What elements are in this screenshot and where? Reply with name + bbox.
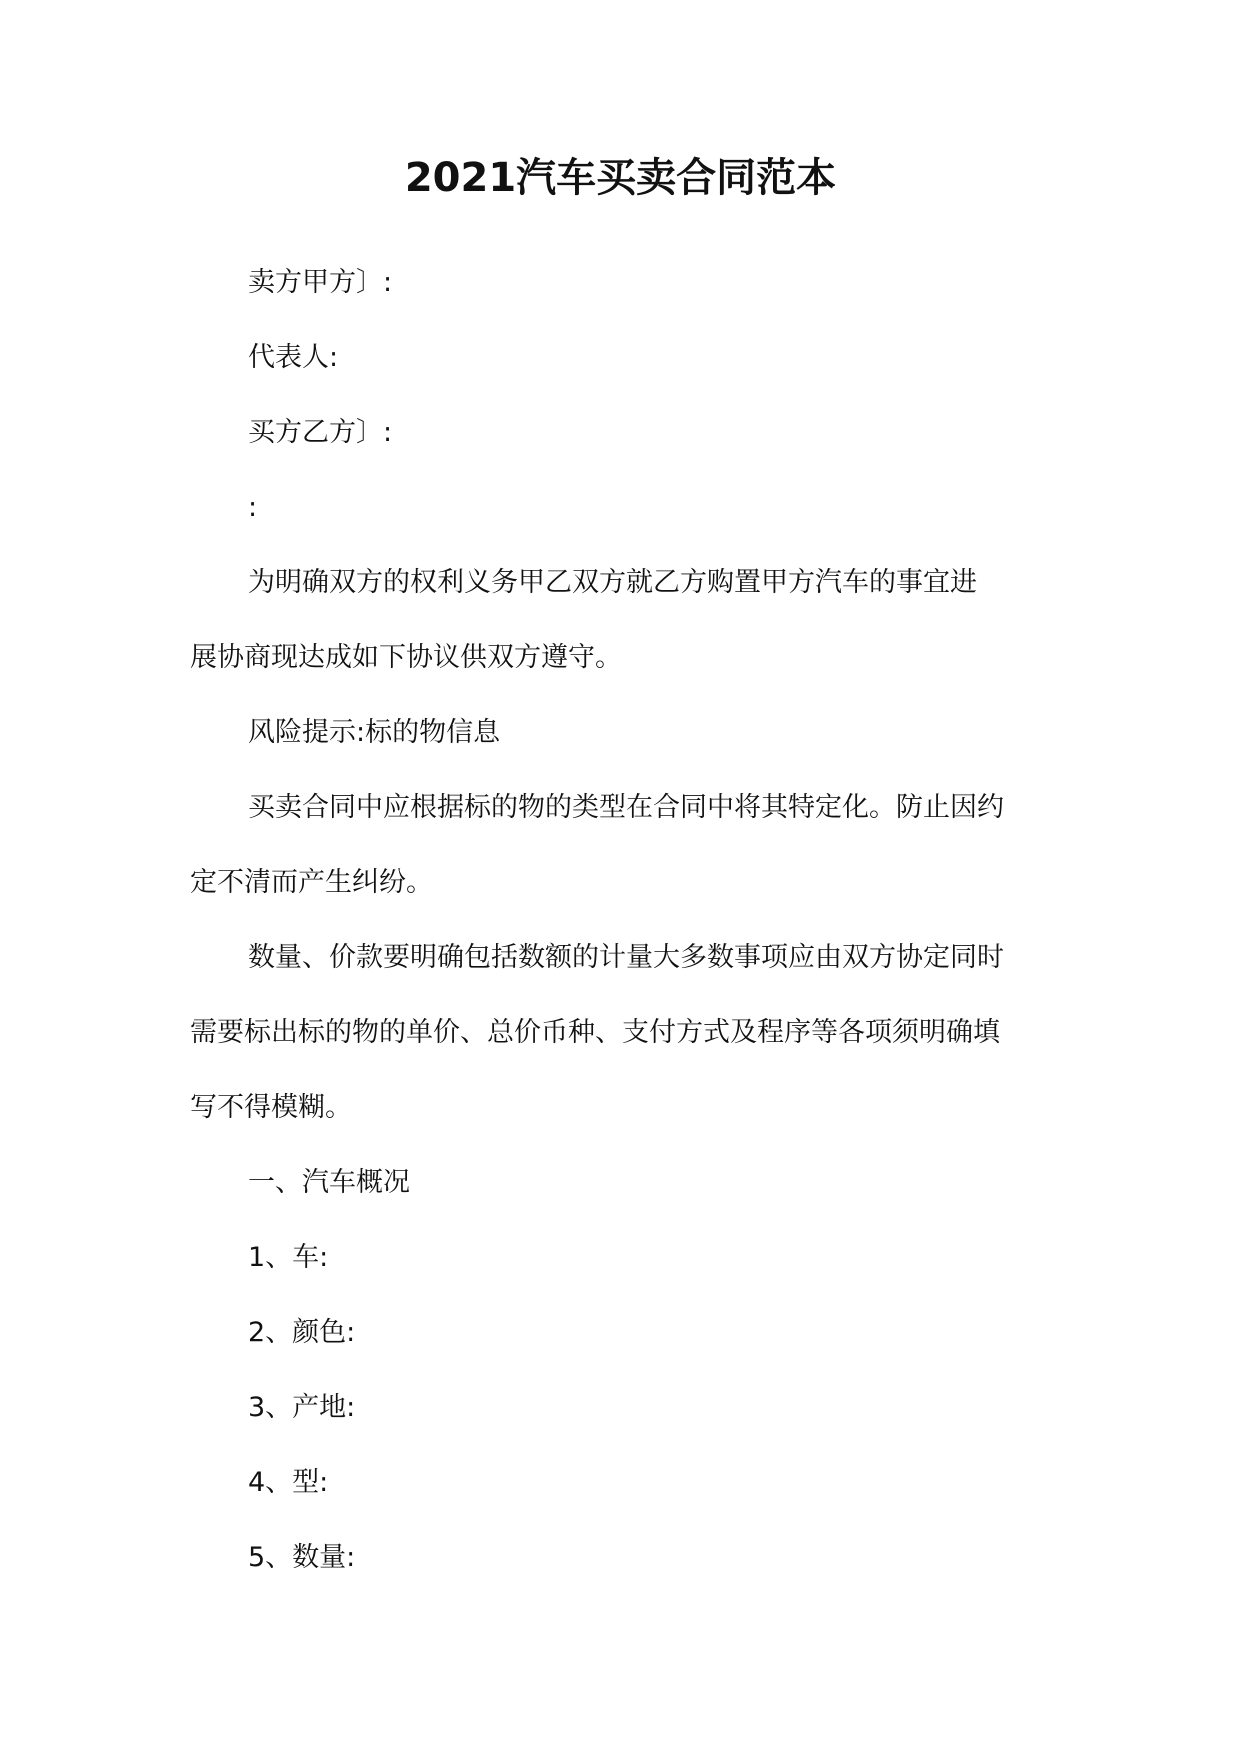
risk-paragraph-line-1: 买卖合同中应根据标的物的类型在合同中将其特定化。防止因约: [248, 792, 1004, 823]
list-item: 1、车:: [248, 1242, 329, 1273]
document-title: 2021汽车买卖合同范本: [404, 155, 837, 201]
quantity-paragraph-line-1: 数量、价款要明确包括数额的计量大多数事项应由双方协定同时: [248, 942, 1004, 973]
section-one-heading: 一、汽车概况: [248, 1167, 410, 1198]
intro-paragraph-line-2: 展协商现达成如下协议供双方遵守。: [190, 642, 622, 673]
list-item: 4、型:: [248, 1467, 329, 1498]
risk-heading: 风险提示:标的物信息: [248, 717, 501, 748]
buyer-line: 买方乙方〕:: [248, 417, 393, 448]
intro-paragraph-line-1: 为明确双方的权利义务甲乙双方就乙方购置甲方汽车的事宜进: [248, 567, 977, 598]
list-item: 3、产地:: [248, 1392, 356, 1423]
quantity-paragraph-line-3: 写不得模糊。: [190, 1092, 352, 1123]
representative-line: 代表人:: [248, 342, 339, 373]
colon-line: :: [248, 492, 258, 523]
list-item: 2、颜色:: [248, 1317, 356, 1348]
quantity-paragraph-line-2: 需要标出标的物的单价、总价币种、支付方式及程序等各项须明确填: [190, 1017, 1000, 1048]
seller-line: 卖方甲方〕:: [248, 267, 393, 298]
risk-paragraph-line-2: 定不清而产生纠纷。: [190, 867, 433, 898]
list-item: 5、数量:: [248, 1542, 356, 1573]
